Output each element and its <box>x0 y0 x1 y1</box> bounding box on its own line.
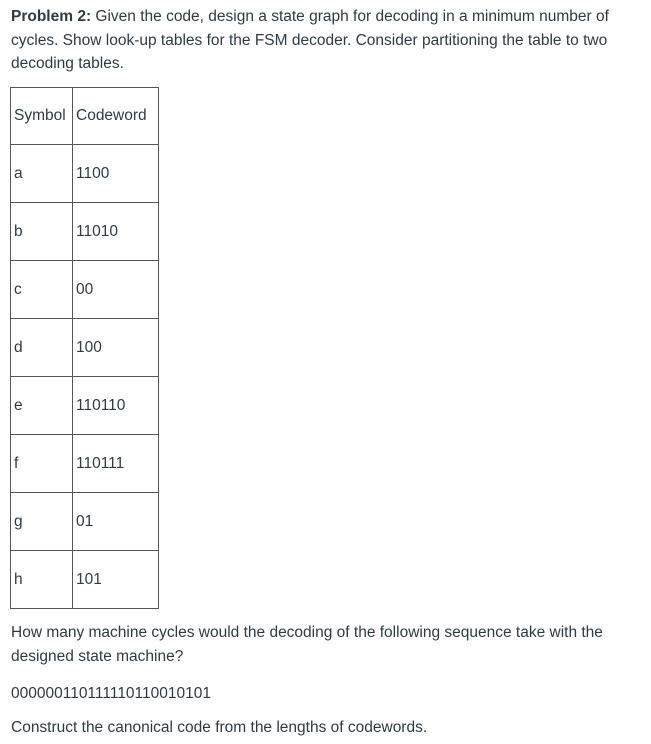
table-row <box>11 145 159 203</box>
codeword-cell: 00 <box>73 261 159 319</box>
codeword-cell: 110110 <box>73 377 159 435</box>
bit-sequence: 000000110111110110010101 <box>11 685 211 702</box>
header-codeword: Codeword <box>73 88 159 145</box>
codeword-cell: 11010 <box>73 203 159 261</box>
table-row <box>11 261 159 319</box>
symbol-cell: d <box>11 319 73 377</box>
table-row <box>11 493 159 551</box>
symbol-cell: b <box>11 203 73 261</box>
question-canonical-code: Construct the canonical code from the lengths of codewords. <box>11 719 428 736</box>
table-row <box>11 435 159 493</box>
table-header-row <box>11 88 159 145</box>
symbol-cell: g <box>11 493 73 551</box>
codeword-table <box>10 87 159 609</box>
header-symbol: Symbol <box>11 88 73 145</box>
symbol-cell: a <box>11 145 73 203</box>
codeword-cell: 01 <box>73 493 159 551</box>
codeword-cell: 110111 <box>73 435 159 493</box>
table-row <box>11 377 159 435</box>
problem-statement <box>11 5 641 76</box>
codeword-cell: 100 <box>73 319 159 377</box>
question-machine-cycles: How many machine cycles would the decoding of the following sequence take with the designed state machine? <box>11 624 603 665</box>
problem-label: Problem 2: <box>11 8 92 25</box>
symbol-cell: h <box>11 551 73 609</box>
codeword-cell: 1100 <box>73 145 159 203</box>
symbol-cell: e <box>11 377 73 435</box>
codeword-cell: 101 <box>73 551 159 609</box>
symbol-cell: f <box>11 435 73 493</box>
table-row <box>11 319 159 377</box>
table-row <box>11 551 159 609</box>
problem-text: Given the code, design a state graph for decoding in a minimum number of cycles. Show look-up tables for the FSM decoder. Consider partitioning the table to two decoding tables. <box>11 8 609 72</box>
symbol-cell: c <box>11 261 73 319</box>
table-row <box>11 203 159 261</box>
